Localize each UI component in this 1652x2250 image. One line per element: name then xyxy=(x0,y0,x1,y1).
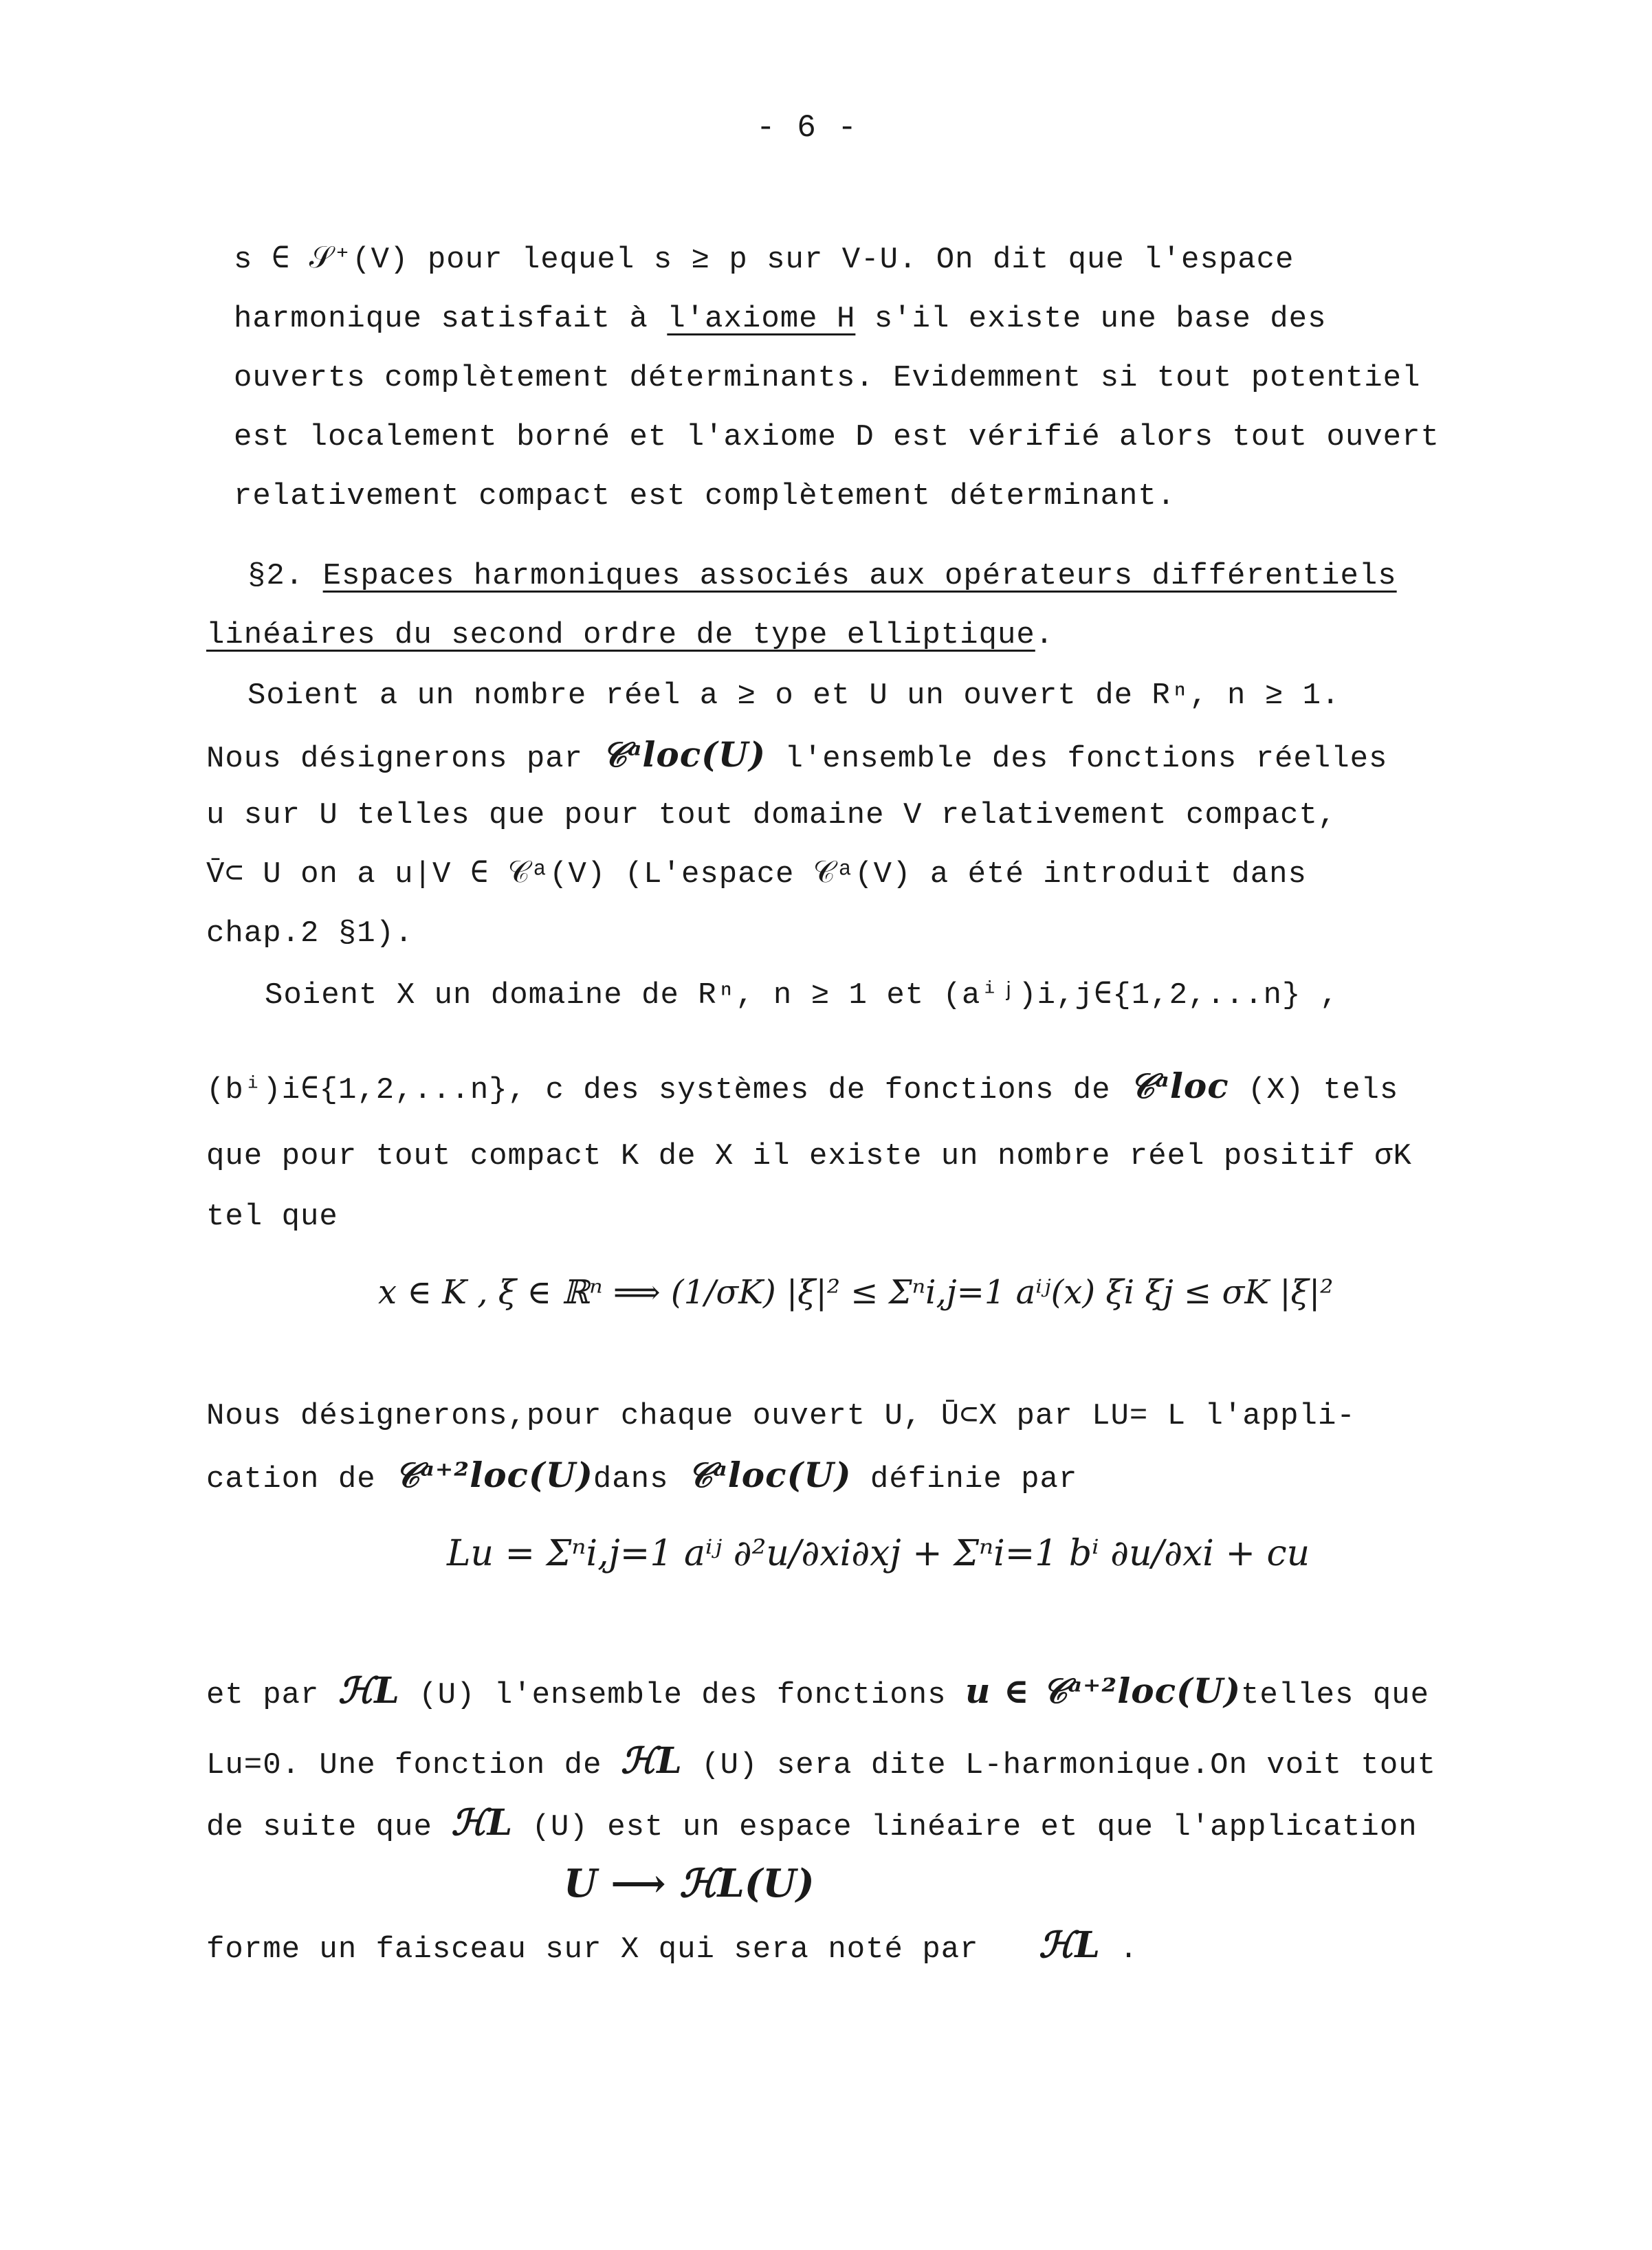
section2-title-part2: linéaires du second ordre de type elliptique xyxy=(206,618,1035,652)
para5-line2-a: Lu=0. Une fonction de xyxy=(206,1748,621,1783)
para5-line1-a: et par xyxy=(206,1678,338,1712)
para5-line1-b: (U) l'ensemble des fonctions xyxy=(399,1678,965,1712)
para2-line2-b: l'ensemble des fonctions réelles xyxy=(766,742,1388,776)
para3-line2-b: (X) tels xyxy=(1229,1073,1399,1107)
u-in-c-symbol: u ∈ 𝒞ᵃ⁺²loc(U) xyxy=(965,1670,1241,1711)
section2-number: §2. xyxy=(247,559,323,593)
c-loc-a-U-symbol-2: 𝒞ᵃloc(U) xyxy=(687,1455,852,1495)
c-loc-a-U-symbol: 𝒞ᵃloc(U) xyxy=(602,734,767,775)
para2-line2 xyxy=(206,734,1387,780)
para2-line3: u sur U telles que pour tout domaine V relativement compact, xyxy=(206,798,1337,832)
para4-line1: Nous désignerons,pour chaque ouvert U, Ū⊂X par LU= L l'appli- xyxy=(206,1399,1356,1433)
para5-line1 xyxy=(206,1670,1429,1716)
operator-definition: Lu = Σⁿi,j=1 aⁱʲ ∂²u/∂xi∂xj + Σⁿi=1 bⁱ ∂u/∂xi + cu xyxy=(447,1533,1310,1574)
para4-line2-b: dans xyxy=(593,1462,687,1497)
para4-line2-a: cation de xyxy=(206,1462,395,1497)
para1-line2-a: harmonique satisfait à xyxy=(234,302,668,336)
para3-line3: que pour tout compact K de X il existe un nombre réel positif σK xyxy=(206,1139,1412,1173)
section2-title-end: . xyxy=(1035,618,1055,652)
para1-line3: ouverts complètement déterminants. Evidemment si tout potentiel xyxy=(234,361,1421,395)
para1-line2-b: s'il existe une base des xyxy=(855,302,1327,336)
c-loc-a-symbol: 𝒞ᵃloc xyxy=(1129,1066,1229,1106)
harmonic-sheaf-symbol-4: ℋL xyxy=(1038,1924,1101,1966)
para5-line5-a: forme un faisceau sur X qui sera noté par xyxy=(206,1932,998,1967)
para5-line3-a: de suite que xyxy=(206,1810,452,1844)
para1-line2 xyxy=(234,298,1326,340)
para1-line4: est localement borné et l'axiome D est vérifié alors tout ouvert xyxy=(234,420,1440,454)
section2-heading-line2 xyxy=(206,615,1054,656)
section2-title-part1: Espaces harmoniques associés aux opérateurs différentiels xyxy=(322,559,1397,593)
para3-line2 xyxy=(206,1066,1398,1111)
para5-line2-b: (U) sera dite L-harmonique.On voit tout xyxy=(682,1748,1437,1783)
c-loc-a2-U-symbol: 𝒞ᵃ⁺²loc(U) xyxy=(395,1455,593,1495)
para3-line2-a: (bⁱ)i∈{1,2,...n}, c des systèmes de fonctions de xyxy=(206,1073,1130,1107)
harmonic-sheaf-symbol-3: ℋL xyxy=(451,1802,514,1844)
para2-line4: V̄⊂ U on a u|V ∈ 𝒞ᵃ(V) (L'espace 𝒞ᵃ(V) a été introduit dans xyxy=(206,857,1307,892)
sheaf-map: U ⟶ ℋL(U) xyxy=(564,1861,815,1906)
para2-line1: Soient a un nombre réel a ≥ o et U un ouvert de Rⁿ, n ≥ 1. xyxy=(247,679,1341,713)
para5-line3-b: (U) est un espace linéaire et que l'application xyxy=(513,1810,1418,1844)
para1-line5: relativement compact est complètement déterminant. xyxy=(234,479,1176,514)
para3-line1: Soient X un domaine de Rⁿ, n ≥ 1 et (aⁱʲ)i,j∈{1,2,...n} , xyxy=(265,978,1339,1013)
para1-line1: s ∈ 𝒮⁺(V) pour lequel s ≥ p sur V-U. On dit que l'espace xyxy=(234,243,1295,277)
para4-line2-c: définie par xyxy=(851,1462,1078,1497)
para2-line5: chap.2 §1). xyxy=(206,916,414,951)
para5-line1-c: telles que xyxy=(1240,1678,1430,1712)
para3-line4: tel que xyxy=(206,1200,338,1234)
axiome-h-term: l'axiome H xyxy=(667,302,856,336)
ellipticity-inequality: x ∈ K , ξ ∈ ℝⁿ ⟹ (1/σK) |ξ|² ≤ Σⁿi,j=1 aⁱʲ(x) ξi ξj ≤ σK |ξ|² xyxy=(378,1273,1334,1312)
para5-line3 xyxy=(206,1802,1418,1848)
page-number: - 6 - xyxy=(756,110,859,146)
section2-heading-line1 xyxy=(247,555,1397,597)
harmonic-sheaf-symbol-2: ℋL xyxy=(620,1740,683,1782)
para5-line5 xyxy=(206,1925,1138,1970)
para5-line2 xyxy=(206,1741,1436,1786)
para2-line2-a: Nous désignerons par xyxy=(206,742,602,776)
harmonic-sheaf-symbol-1: ℋL xyxy=(338,1670,400,1712)
para5-line5-b: . xyxy=(1100,1932,1138,1967)
para4-line2 xyxy=(206,1455,1077,1500)
